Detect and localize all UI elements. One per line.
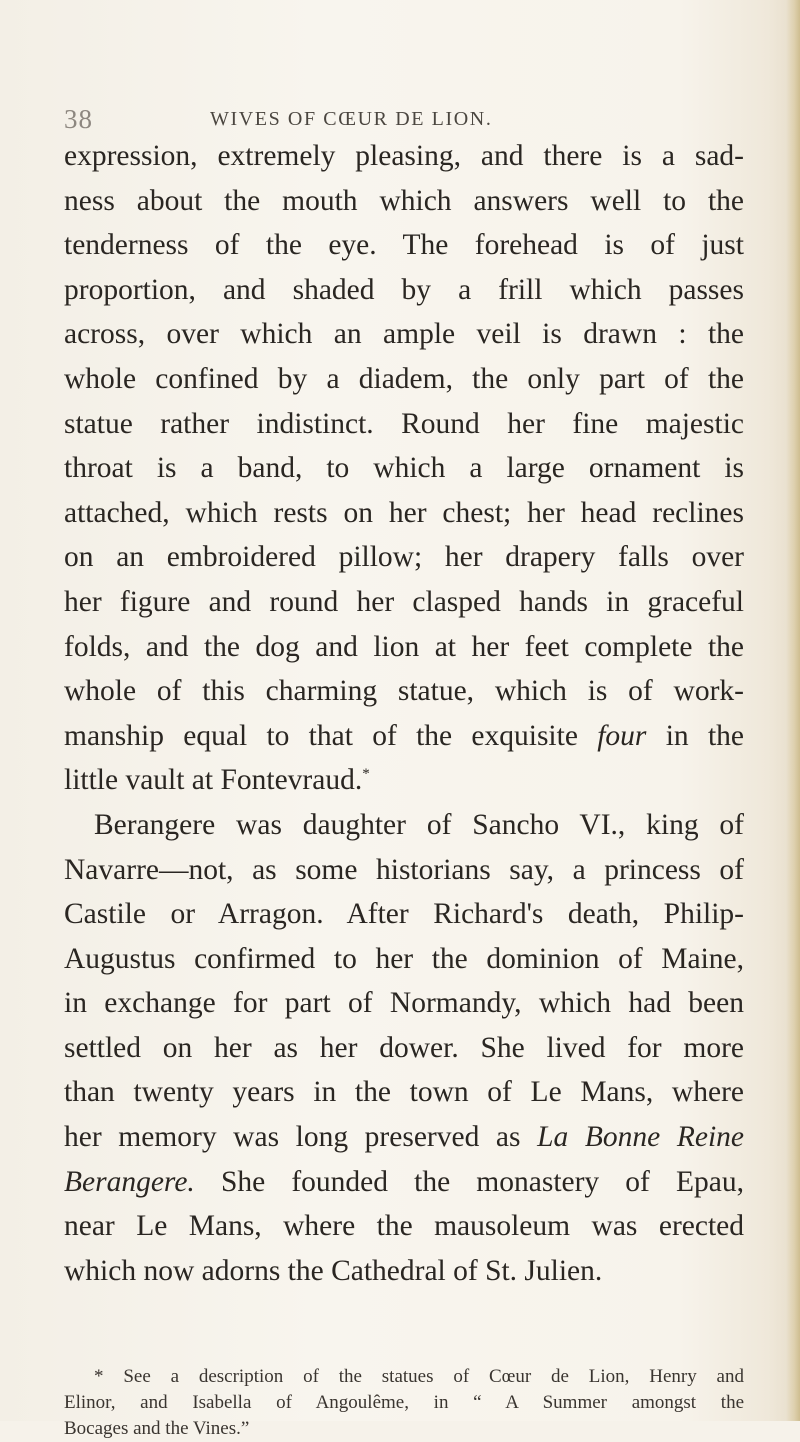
text-line: near Le Mans, where the mausoleum was erected — [64, 1210, 744, 1243]
italic-title: La Bonne Reine — [537, 1121, 744, 1154]
text-line: proportion, and shaded by a frill which passes — [64, 273, 744, 306]
text-line: expression, extremely pleasing, and there is a sad- — [64, 140, 744, 172]
text-line: Castile or Arragon. After Richard's death, Philip- — [64, 898, 744, 931]
text-line: across, over which an ample veil is drawn : the — [64, 318, 744, 351]
text-segment: in the — [665, 719, 744, 752]
text-line: attached, which rests on her chest; her head reclines — [64, 496, 744, 529]
footnote-line: Elinor, and Isabella of Angoulême, in “ A Summer amongst the — [64, 1392, 744, 1413]
text-line: her figure and round her clasped hands in graceful — [64, 585, 744, 618]
body-text — [64, 134, 744, 1293]
text-segment: manship equal to that of the exquisite — [64, 719, 578, 752]
text-line: whole of this charming statue, which is of work- — [64, 675, 744, 708]
text-line: whole confined by a diadem, the only part of the — [64, 362, 744, 395]
text-line: which now adorns the Cathedral of St. Julien. — [64, 1254, 603, 1287]
text-line — [64, 1160, 744, 1205]
text-line: Navarre—not, as some historians say, a princess of — [64, 853, 744, 886]
footnote-line: Bocages and the Vines.” — [64, 1418, 250, 1439]
italic-title: Berangere. — [64, 1165, 195, 1198]
text-line — [64, 758, 744, 803]
text-segment: her memory was long preserved as — [64, 1121, 521, 1154]
text-line: ness about the mouth which answers well to the — [64, 184, 744, 217]
page-number: 38 — [64, 104, 93, 134]
text-line: Augustus confirmed to her the dominion of Maine, — [64, 942, 744, 975]
text-line — [64, 1115, 744, 1160]
text-line: on an embroidered pillow; her drapery falls over — [64, 541, 744, 574]
text-line: settled on her as her dower. She lived for more — [64, 1031, 744, 1064]
text-line: tenderness of the eye. The forehead is of just — [64, 229, 744, 262]
footnote-reference: * — [362, 766, 370, 783]
page-edge — [786, 0, 800, 1421]
text-line: folds, and the dog and lion at her feet complete the — [64, 630, 744, 663]
italic-word: four — [597, 719, 647, 752]
text-segment: She founded the monastery of Epau, — [220, 1165, 745, 1198]
footnote — [64, 1364, 744, 1442]
running-title: WIVES OF CŒUR DE LION. — [210, 108, 493, 130]
paragraph-start: Berangere was daughter of Sancho VI., king of — [94, 808, 744, 841]
text-line: throat is a band, to which a large ornament is — [64, 452, 744, 485]
footnote-line — [64, 1364, 744, 1390]
text-line: statue rather indistinct. Round her fine majestic — [64, 407, 744, 440]
footnote-text: See a description of the statues of Cœur de Lion, Henry and — [123, 1366, 744, 1387]
text-segment: little vault at Fontevraud. — [64, 764, 363, 797]
text-line: in exchange for part of Normandy, which had been — [64, 987, 744, 1020]
footnote-marker: * — [94, 1366, 104, 1387]
text-line: than twenty years in the town of Le Mans, where — [64, 1076, 744, 1109]
text-line — [64, 714, 744, 759]
